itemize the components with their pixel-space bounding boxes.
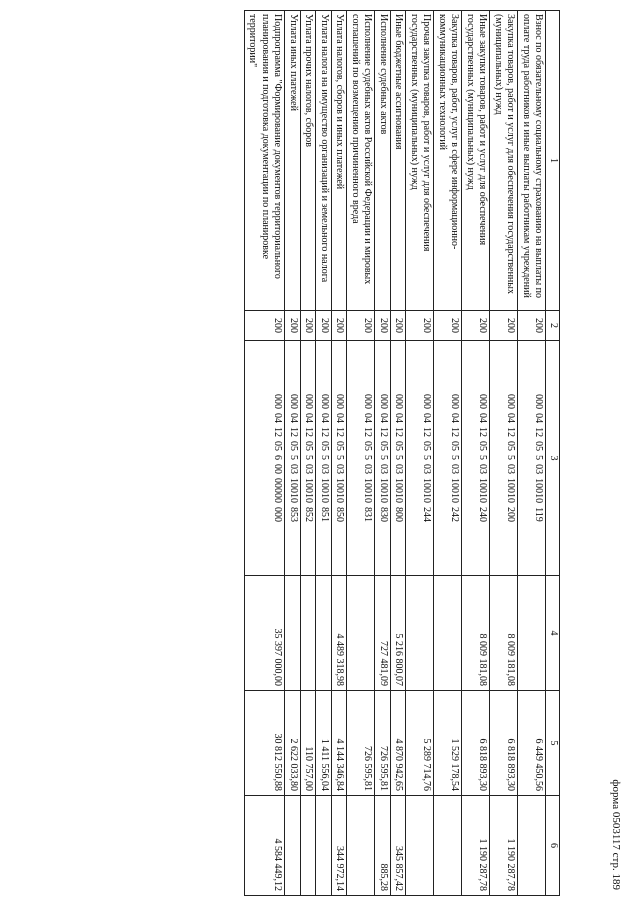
code-segment: 5 xyxy=(449,455,461,460)
executed-amount: 110 757,00 xyxy=(301,691,317,796)
code-segment: 000 xyxy=(378,394,389,409)
executed-amount: 30 812 550,88 xyxy=(245,691,286,796)
code-segment: 00000 xyxy=(272,478,284,503)
code-segment: 10010 xyxy=(334,478,346,503)
code-segment: 5 xyxy=(303,455,315,460)
code-segment: 12 xyxy=(378,427,389,437)
row-classification-code xyxy=(375,341,391,576)
row-classification-code xyxy=(406,341,434,576)
code-segment: 05 xyxy=(362,441,374,451)
executed-amount: 2 622 033,80 xyxy=(285,691,301,796)
row-name: Прочая закупка товаров, работ и услуг для обеспечения государственных (муниципальных) нужд xyxy=(406,11,434,311)
approved-amount xyxy=(406,576,434,691)
column-number: 5 xyxy=(546,691,560,796)
code-segment: 12 xyxy=(505,427,517,437)
unexecuted-amount xyxy=(316,796,332,896)
row-classification-code xyxy=(332,341,348,576)
row-line-code: 200 xyxy=(434,311,462,341)
code-segment: 03 xyxy=(319,464,330,474)
approved-amount xyxy=(518,576,546,691)
code-segment: 12 xyxy=(421,427,433,437)
code-segment: 10010 xyxy=(362,478,374,503)
row-line-code: 200 xyxy=(301,311,317,341)
code-segment: 12 xyxy=(449,427,461,437)
code-segment: 03 xyxy=(303,464,315,474)
code-segment: 12 xyxy=(334,427,346,437)
unexecuted-amount: 1 190 287,78 xyxy=(490,796,518,896)
column-number: 2 xyxy=(546,311,560,341)
unexecuted-amount xyxy=(347,796,375,896)
code-segment: 05 xyxy=(272,441,284,451)
code-segment: 03 xyxy=(393,464,405,474)
code-segment: 04 xyxy=(334,413,346,423)
table-row xyxy=(490,11,518,896)
code-segment: 04 xyxy=(421,413,433,423)
code-segment: 830 xyxy=(378,507,389,522)
unexecuted-amount: 344 972,14 xyxy=(332,796,348,896)
code-segment: 000 xyxy=(334,394,346,409)
approved-amount xyxy=(301,576,317,691)
approved-amount xyxy=(316,576,332,691)
approved-amount: 8 009 181,08 xyxy=(462,576,490,691)
column-number-row xyxy=(546,11,560,896)
row-classification-code xyxy=(391,341,407,576)
code-segment: 10010 xyxy=(319,478,330,503)
executed-amount: 726 595,81 xyxy=(347,691,375,796)
code-segment: 10010 xyxy=(449,478,461,503)
code-segment: 05 xyxy=(378,441,389,451)
code-segment: 119 xyxy=(533,507,545,522)
code-segment: 05 xyxy=(319,441,330,451)
code-segment: 244 xyxy=(421,507,433,522)
row-name: Подпрограмма "Формирование документов территориального планирования и подготовка документации по планировке территории" xyxy=(245,11,286,311)
row-classification-code xyxy=(301,341,317,576)
row-line-code: 200 xyxy=(462,311,490,341)
approved-amount: 4 489 318,98 xyxy=(332,576,348,691)
row-line-code: 200 xyxy=(406,311,434,341)
code-segment: 05 xyxy=(505,441,517,451)
code-segment: 05 xyxy=(533,441,545,452)
code-segment: 04 xyxy=(378,413,389,423)
unexecuted-amount xyxy=(518,796,546,896)
approved-amount xyxy=(434,576,462,691)
code-segment: 000 xyxy=(288,394,299,409)
code-segment: 12 xyxy=(303,427,315,437)
code-segment: 12 xyxy=(288,427,299,437)
row-line-code: 200 xyxy=(391,311,407,341)
executed-amount: 6 818 893,30 xyxy=(462,691,490,796)
code-segment: 05 xyxy=(393,441,405,451)
row-line-code: 200 xyxy=(518,311,546,341)
budget-execution-table xyxy=(244,10,560,896)
code-segment: 5 xyxy=(378,455,389,460)
code-segment: 05 xyxy=(421,441,433,451)
code-segment: 10010 xyxy=(505,478,517,503)
code-segment: 242 xyxy=(449,507,461,522)
code-segment: 10010 xyxy=(421,478,433,503)
approved-amount: 727 481,09 xyxy=(375,576,391,691)
code-segment: 04 xyxy=(449,413,461,423)
code-segment: 000 xyxy=(393,394,405,409)
executed-amount: 1 411 556,04 xyxy=(316,691,332,796)
unexecuted-amount xyxy=(406,796,434,896)
code-segment: 5 xyxy=(319,455,330,460)
row-classification-code xyxy=(490,341,518,576)
unexecuted-amount: 885,28 xyxy=(375,796,391,896)
code-segment: 03 xyxy=(362,464,374,474)
table-row xyxy=(245,11,286,896)
table-row xyxy=(518,11,546,896)
code-segment: 5 xyxy=(533,455,545,461)
code-segment: 04 xyxy=(362,413,374,423)
code-segment: 852 xyxy=(303,507,315,522)
approved-amount xyxy=(285,576,301,691)
code-segment: 6 xyxy=(272,455,284,460)
approved-amount: 5 216 800,07 xyxy=(391,576,407,691)
code-segment: 03 xyxy=(477,464,489,474)
unexecuted-amount: 1 190 287,78 xyxy=(462,796,490,896)
row-classification-code xyxy=(347,341,375,576)
unexecuted-amount xyxy=(285,796,301,896)
row-name: Исполнение судебных актов Российской Федерации и мировых соглашений по возмещению причиненного вреда xyxy=(347,11,375,311)
code-segment: 04 xyxy=(319,413,330,423)
row-classification-code xyxy=(434,341,462,576)
code-segment: 5 xyxy=(334,455,346,460)
approved-amount: 8 009 181,08 xyxy=(490,576,518,691)
code-segment: 10010 xyxy=(288,478,299,503)
code-segment: 831 xyxy=(362,507,374,522)
executed-amount: 5 289 714,76 xyxy=(406,691,434,796)
code-segment: 5 xyxy=(421,455,433,460)
code-segment: 000 xyxy=(533,394,545,410)
approved-amount: 35 397 000,00 xyxy=(245,576,286,691)
row-name: Уплата налога на имущество организаций и земельного налога xyxy=(316,11,332,311)
code-segment: 03 xyxy=(334,464,346,474)
code-segment: 800 xyxy=(393,507,405,522)
code-segment: 12 xyxy=(272,427,284,437)
executed-amount: 4 144 346,84 xyxy=(332,691,348,796)
unexecuted-amount xyxy=(301,796,317,896)
table-row xyxy=(301,11,317,896)
row-name: Иные закупки товаров, работ и услуг для обеспечения государственных (муниципальных) нужд xyxy=(462,11,490,311)
code-segment: 05 xyxy=(449,441,461,451)
unexecuted-amount: 4 584 449,12 xyxy=(245,796,286,896)
code-segment: 03 xyxy=(421,464,433,474)
code-segment: 850 xyxy=(334,507,346,522)
code-segment: 5 xyxy=(477,455,489,460)
row-classification-code xyxy=(245,341,286,576)
row-name: Взнос по обязательному социальному страхованию на выплаты по оплате труда работников и иные выплаты работникам учреждений xyxy=(518,11,546,311)
code-segment: 240 xyxy=(477,507,489,522)
code-segment: 03 xyxy=(533,464,545,475)
code-segment: 851 xyxy=(319,507,330,522)
row-line-code: 200 xyxy=(490,311,518,341)
row-name: Уплата прочих налогов, сборов xyxy=(301,11,317,311)
code-segment: 5 xyxy=(288,455,299,460)
row-name: Закупка товаров, работ, услуг в сфере информационно-коммуникационных технологий xyxy=(434,11,462,311)
table-row xyxy=(332,11,348,896)
table-row xyxy=(285,11,301,896)
code-segment: 000 xyxy=(303,394,315,409)
code-segment: 12 xyxy=(319,427,330,437)
executed-amount: 726 595,81 xyxy=(375,691,391,796)
column-number: 6 xyxy=(546,796,560,896)
code-segment: 05 xyxy=(334,441,346,451)
row-line-code: 200 xyxy=(332,311,348,341)
code-segment: 05 xyxy=(288,441,299,451)
executed-amount: 6 449 450,56 xyxy=(518,691,546,796)
approved-amount xyxy=(347,576,375,691)
unexecuted-amount: 345 857,42 xyxy=(391,796,407,896)
code-segment: 200 xyxy=(505,507,517,522)
code-segment: 03 xyxy=(449,464,461,474)
code-segment: 04 xyxy=(303,413,315,423)
code-segment: 000 xyxy=(421,394,433,409)
row-name: Уплата иных платежей xyxy=(285,11,301,311)
table-row xyxy=(375,11,391,896)
code-segment: 05 xyxy=(303,441,315,451)
code-segment: 12 xyxy=(533,427,545,438)
row-line-code: 200 xyxy=(285,311,301,341)
code-segment: 10010 xyxy=(477,478,489,503)
table-row xyxy=(347,11,375,896)
code-segment: 000 xyxy=(362,394,374,409)
row-name: Исполнение судебных актов xyxy=(375,11,391,311)
table-row xyxy=(406,11,434,896)
executed-amount: 1 529 178,54 xyxy=(434,691,462,796)
row-classification-code xyxy=(316,341,332,576)
row-name: Закупка товаров, работ и услуг для обеспечения государственных (муниципальных) нужд xyxy=(490,11,518,311)
table-row xyxy=(391,11,407,896)
row-name: Иные бюджетные ассигнования xyxy=(391,11,407,311)
row-classification-code xyxy=(518,341,546,576)
code-segment: 03 xyxy=(378,464,389,474)
code-segment: 10010 xyxy=(393,478,405,503)
table-row xyxy=(462,11,490,896)
row-line-code: 200 xyxy=(375,311,391,341)
code-segment: 10010 xyxy=(303,478,315,503)
code-segment: 000 xyxy=(449,394,461,409)
code-segment: 04 xyxy=(533,413,545,424)
code-segment: 12 xyxy=(393,427,405,437)
code-segment: 10010 xyxy=(533,478,545,504)
unexecuted-amount xyxy=(434,796,462,896)
row-line-code: 200 xyxy=(316,311,332,341)
executed-amount: 6 818 893,30 xyxy=(490,691,518,796)
code-segment: 000 xyxy=(319,394,330,409)
code-segment: 04 xyxy=(477,413,489,423)
row-name: Уплата налогов, сборов и иных платежей xyxy=(332,11,348,311)
code-segment: 5 xyxy=(505,455,517,460)
code-segment: 03 xyxy=(288,464,299,474)
code-segment: 05 xyxy=(477,441,489,451)
column-number: 1 xyxy=(546,11,560,311)
code-segment: 03 xyxy=(505,464,517,474)
code-segment: 5 xyxy=(362,455,374,460)
code-segment: 04 xyxy=(393,413,405,423)
code-segment: 5 xyxy=(393,455,405,460)
code-segment: 00 xyxy=(272,464,284,474)
code-segment: 04 xyxy=(288,413,299,423)
table-row xyxy=(434,11,462,896)
form-reference: форма 0503117 стр. 189 xyxy=(610,779,622,890)
code-segment: 000 xyxy=(272,394,284,409)
code-segment: 04 xyxy=(272,413,284,423)
executed-amount: 4 870 942,65 xyxy=(391,691,407,796)
column-number: 4 xyxy=(546,576,560,691)
code-segment: 853 xyxy=(288,507,299,522)
code-segment: 000 xyxy=(272,507,284,522)
row-classification-code xyxy=(285,341,301,576)
column-number: 3 xyxy=(546,341,560,576)
code-segment: 000 xyxy=(477,394,489,409)
table-row xyxy=(316,11,332,896)
code-segment: 000 xyxy=(505,394,517,409)
row-line-code: 200 xyxy=(347,311,375,341)
code-segment: 04 xyxy=(505,413,517,423)
row-line-code: 200 xyxy=(245,311,286,341)
row-classification-code xyxy=(462,341,490,576)
code-segment: 10010 xyxy=(378,478,389,503)
code-segment: 12 xyxy=(477,427,489,437)
code-segment: 12 xyxy=(362,427,374,437)
